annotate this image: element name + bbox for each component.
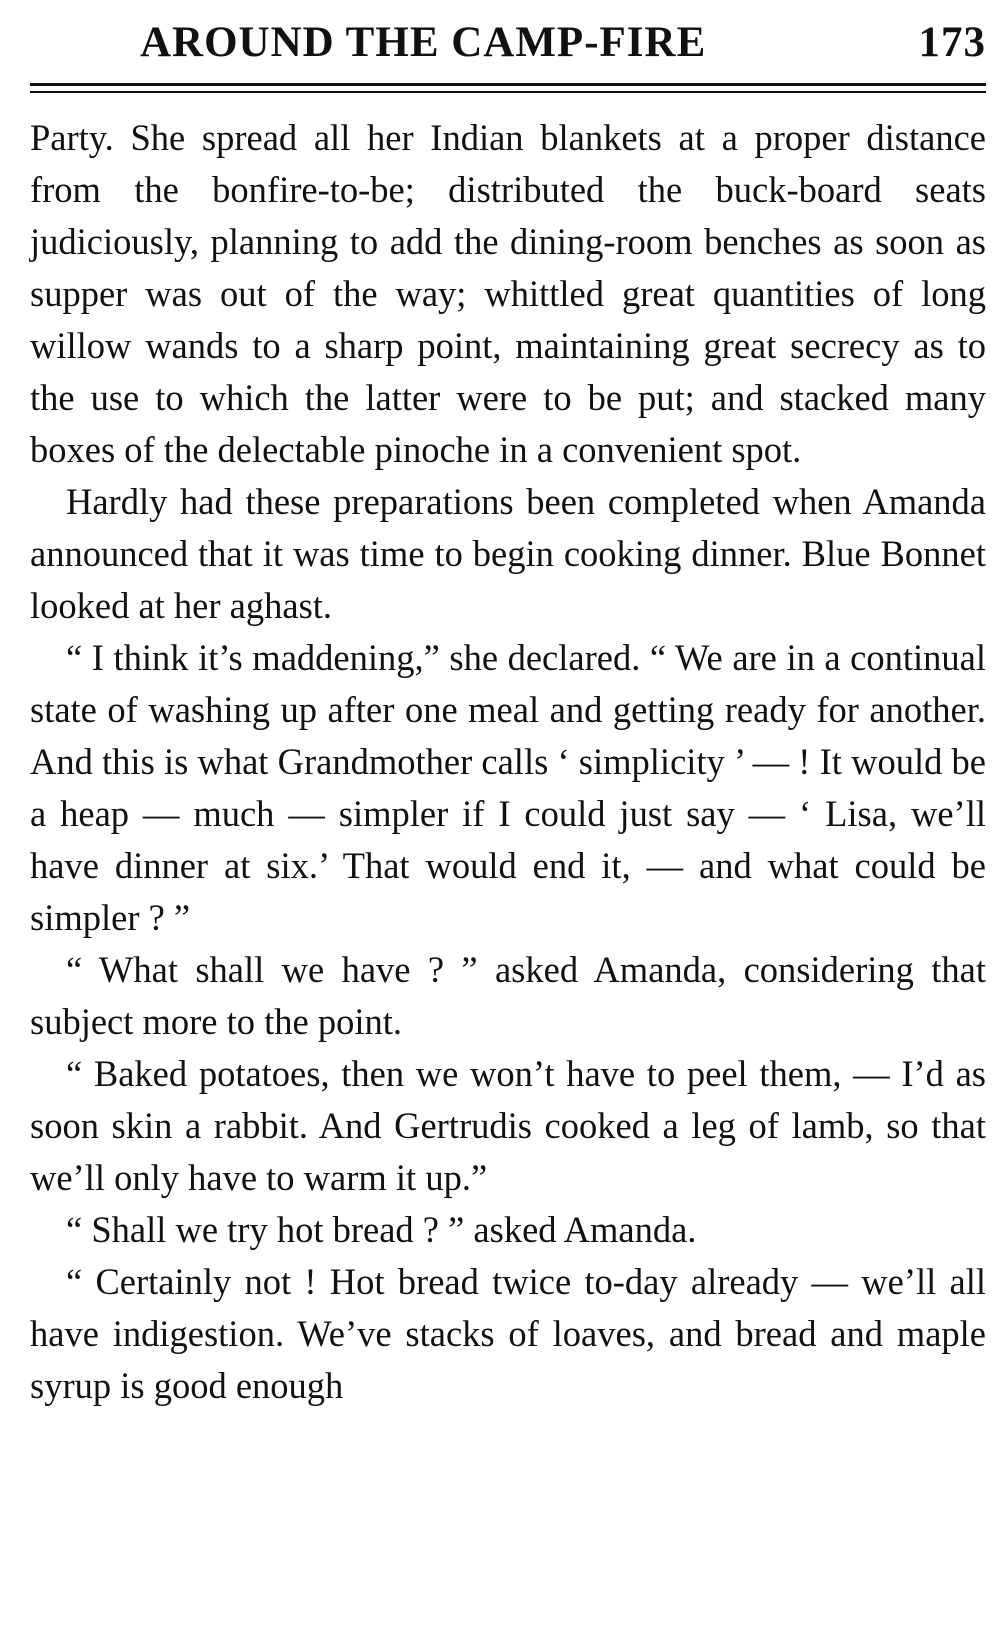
running-title: AROUND THE CAMP-FIRE [140, 19, 707, 66]
paragraph: “ Shall we try hot bread ? ” asked Amanda. [66, 1209, 697, 1250]
page-number: 173 [918, 19, 986, 66]
header-rule-thin [30, 91, 986, 93]
header-rule-thick [30, 83, 986, 86]
paragraph: “ Baked potatoes, then we won’t have to peel them, — I’d as soon skin a rabbit. And Gertrudis cooked a leg of lamb, so that we’ll only have to warm it up.” [30, 1053, 986, 1198]
paragraph-continued: Party. She spread all her Indian blankets at a proper distance from the bonfire-to-be; distributed the buck-board seats judiciously, planning to add the dining-room benches as soon as supper was out of the way; whittled great quantities of long willow wands to a sharp point, maintaining great secrecy as to the use to which the latter were to be put; and stacked many boxes of the delectable pinoche in a convenient spot. [30, 117, 986, 470]
paragraph: Hardly had these preparations been completed when Amanda announced that it was time to begin cooking dinner. Blue Bonnet looked at her aghast. [30, 481, 986, 626]
body-text [30, 112, 986, 1412]
paragraph: “ Certainly not ! Hot bread twice to-day already — we’ll all have indigestion. We’ve stacks of loaves, and bread and maple syrup is good enough [30, 1261, 986, 1406]
running-header [30, 14, 986, 72]
paragraph: “ What shall we have ? ” asked Amanda, considering that subject more to the point. [30, 949, 986, 1042]
paragraph: “ I think it’s maddening,” she declared. “ We are in a continual state of washing up after one meal and getting ready for another. And this is what Grandmother calls ‘ simplicity ’ — ! It would be a heap — much — simpler if I could just say — ‘ Lisa, we’ll have dinner at six.’ That would end it, — and what could be simpler ? ” [30, 637, 986, 938]
